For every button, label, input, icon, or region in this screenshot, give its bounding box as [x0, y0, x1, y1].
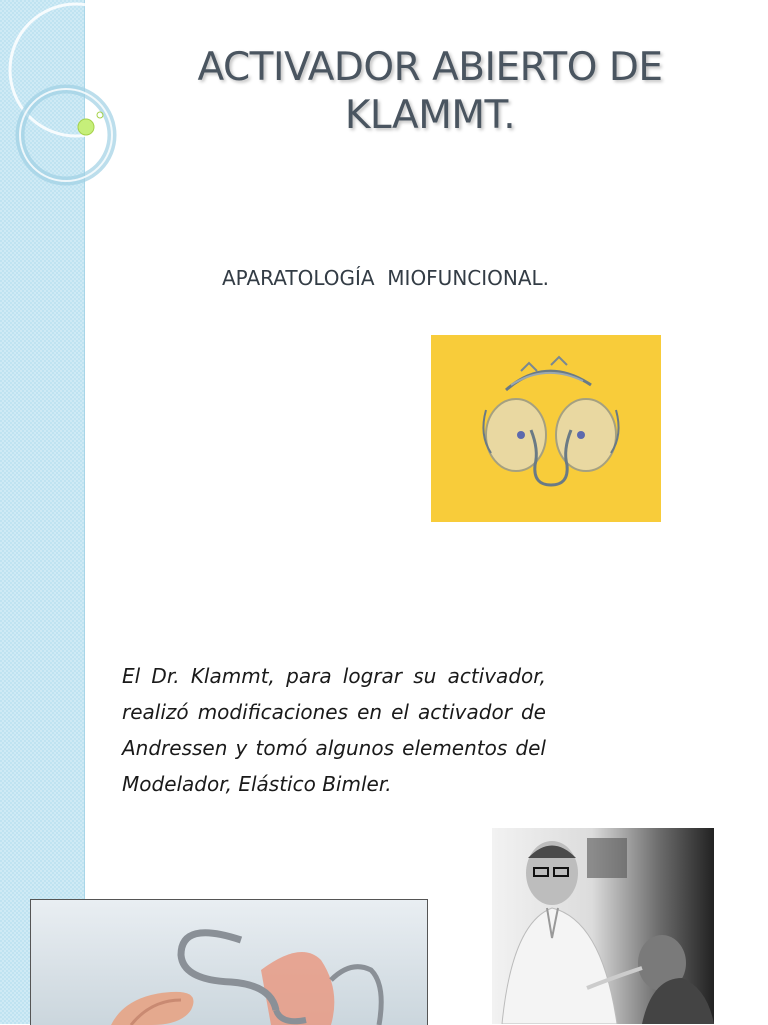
appliance-photo [431, 335, 661, 522]
appliance-hand-photo [30, 899, 428, 1025]
doctor-portrait-photo [492, 828, 714, 1024]
orthodontic-appliance-icon [431, 335, 661, 522]
decorative-circles-icon [0, 0, 140, 200]
slide-title: ACTIVADOR ABIERTO DE KLAMMT. [197, 45, 663, 138]
slide-body-text: El Dr. Klammt, para lograr su activador, realizó modificaciones en el activador de Andressen y tomó algunos elementos del Modelador, Elástico Bimler. [122, 664, 546, 796]
doctor-portrait-icon [492, 828, 714, 1024]
slide-subtitle: APARATOLOGÍA MIOFUNCIONAL. [222, 266, 550, 290]
appliance-in-hand-icon [31, 900, 427, 1025]
